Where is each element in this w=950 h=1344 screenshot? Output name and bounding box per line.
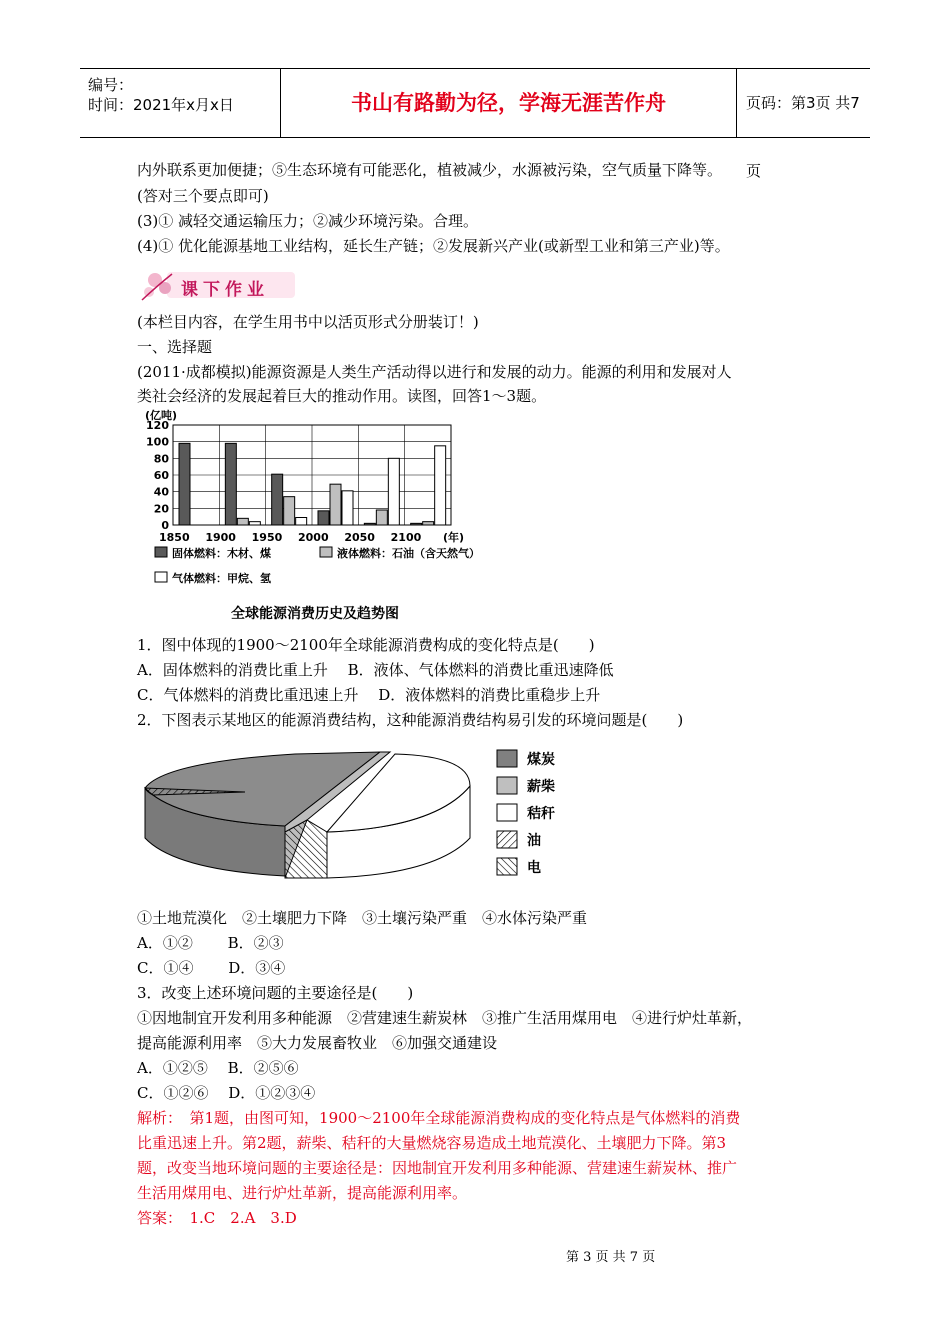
analysis-line: 比重迅速上升。第2题，薪柴、秸秆的大量燃烧容易造成土地荒漠化、土壤肥力下降。第3 xyxy=(137,1134,727,1152)
number-label: 编号： xyxy=(88,76,134,94)
bar xyxy=(330,484,341,525)
text-line: 1．图中体现的1900～2100年全球能源消费构成的变化特点是( ) xyxy=(137,636,595,654)
text-line: 2．下图表示某地区的能源消费结构，这种能源消费结构易引发的环境问题是( ) xyxy=(137,711,684,729)
bar xyxy=(364,523,375,525)
text-line: 类社会经济的发展起着巨大的推动作用。读图，回答1～3题。 xyxy=(137,387,547,405)
chart-title: 全球能源消费历史及趋势图 xyxy=(231,606,399,622)
y-axis-label: (亿吨) xyxy=(145,409,178,422)
bar xyxy=(237,518,248,525)
bar xyxy=(179,443,190,525)
text-line: A．固体燃料的消费比重上升 B．液体、气体燃料的消费比重迅速降低 xyxy=(137,661,614,679)
y-tick-label: 80 xyxy=(153,452,169,466)
pie-legend-label: 油 xyxy=(527,833,541,849)
energy-pie-chart xyxy=(135,740,585,890)
bar xyxy=(272,474,283,525)
page-footer: 第 3 页 共 7 页 xyxy=(566,1250,656,1265)
text-line: 提高能源利用率 ⑤大力发展畜牧业 ⑥加强交通建设 xyxy=(137,1034,498,1052)
analysis-line: 解析： 第1题，由图可知，1900～2100年全球能源消费构成的变化特点是气体燃料的消费 xyxy=(137,1109,741,1127)
legend-label: 固体燃料：木材、煤 xyxy=(172,547,271,560)
motto: 书山有路勤为径，学海无涯苦作舟 xyxy=(280,69,737,137)
energy-bar-chart xyxy=(135,405,495,630)
bar xyxy=(342,491,353,525)
text-line: (2011·成都模拟)能源资源是人类生产活动得以进行和发展的动力。能源的利用和发展对人 xyxy=(137,363,732,381)
pie-slice-electricity xyxy=(285,820,327,878)
y-tick-label: 120 xyxy=(146,419,169,432)
text-line: A．①② B．②③ xyxy=(137,934,284,952)
text-line: C．①④ D．③④ xyxy=(137,959,286,977)
pie-legend-label: 薪柴 xyxy=(527,779,555,795)
bar xyxy=(296,518,307,526)
x-tick-label: 2000 xyxy=(298,531,329,544)
bar xyxy=(423,522,434,525)
pie-legend-swatch xyxy=(497,804,517,821)
page-code: 页码：第3页 共7页 xyxy=(746,94,860,180)
pie-legend-swatch xyxy=(497,831,517,848)
text-line: (4)① 优化能源基地工业结构，延长生产链；②发展新兴产业(或新型工业和第三产业)等。 xyxy=(137,237,730,255)
text-line: (本栏目内容，在学生用书中以活页形式分册装订！) xyxy=(137,313,479,331)
text-line: C．①②⑥ D．①②③④ xyxy=(137,1084,316,1102)
bar xyxy=(284,497,295,525)
x-tick-label: 2100 xyxy=(390,531,422,544)
pie-legend-swatch xyxy=(497,777,517,794)
section-badge xyxy=(137,266,297,304)
section-badge-label: 课下作业 xyxy=(181,280,269,300)
text-line: 3．改变上述环境问题的主要途径是( ) xyxy=(137,984,414,1002)
answer-line: 答案： 1.C 2.A 3.D xyxy=(137,1209,297,1227)
y-tick-label: 0 xyxy=(161,519,169,532)
text-line: (3)① 减轻交通运输压力；②减少环境污染。合理。 xyxy=(137,212,479,230)
pie-legend-swatch xyxy=(497,750,517,767)
pie-legend-label: 煤炭 xyxy=(527,752,555,768)
text-line: ①因地制宜开发利用多种能源 ②营建速生薪炭林 ③推广生活用煤用电 ④进行炉灶革新， xyxy=(137,1009,753,1027)
text-line: 一、选择题 xyxy=(137,338,213,356)
y-tick-label: 100 xyxy=(146,435,169,449)
pie-legend-swatch xyxy=(497,858,517,875)
x-axis-label: (年) xyxy=(443,531,465,544)
y-tick-label: 40 xyxy=(153,485,169,499)
bar xyxy=(388,458,399,525)
legend-swatch xyxy=(155,572,167,582)
pie-legend-label: 电 xyxy=(527,860,541,876)
x-tick-label: 1850 xyxy=(159,531,190,544)
bar xyxy=(435,446,446,525)
text-line: (答对三个要点即可) xyxy=(137,187,269,205)
legend-label: 液体燃料：石油（含天然气） xyxy=(337,547,480,560)
analysis-line: 题，改变当地环境问题的主要途径是：因地制宜开发利用多种能源、营建速生薪炭林、推广 xyxy=(137,1159,738,1177)
y-tick-label: 20 xyxy=(153,502,169,516)
bar xyxy=(249,522,260,525)
legend-label: 气体燃料：甲烷、氢 xyxy=(172,572,271,585)
text-line: C．气体燃料的消费比重迅速上升 D．液体燃料的消费比重稳步上升 xyxy=(137,686,601,704)
time-label: 时间：2021年x月x日 xyxy=(88,96,234,114)
legend-swatch xyxy=(320,547,332,557)
text-line: ①土地荒漠化 ②土壤肥力下降 ③土壤污染严重 ④水体污染严重 xyxy=(137,909,588,927)
bar xyxy=(376,510,387,525)
x-tick-label: 1950 xyxy=(251,531,283,544)
pie-legend-label: 秸秆 xyxy=(527,806,555,822)
x-tick-label: 2050 xyxy=(344,531,375,544)
y-tick-label: 60 xyxy=(153,469,169,482)
text-line: 内外联系更加便捷；⑤生态环境有可能恶化，植被减少，水源被污染，空气质量下降等。 xyxy=(137,161,723,179)
legend-swatch xyxy=(155,547,167,557)
header-left xyxy=(80,69,280,137)
bar xyxy=(411,523,422,525)
bar xyxy=(225,443,236,525)
text-line: A．①②⑤ B．②⑤⑥ xyxy=(137,1059,299,1077)
pie-graphic xyxy=(145,752,470,878)
bar xyxy=(318,511,329,525)
x-tick-label: 1900 xyxy=(205,531,236,544)
analysis-line: 生活用煤用电、进行炉灶革新，提高能源利用率。 xyxy=(137,1184,468,1202)
pie-legend xyxy=(497,750,555,876)
